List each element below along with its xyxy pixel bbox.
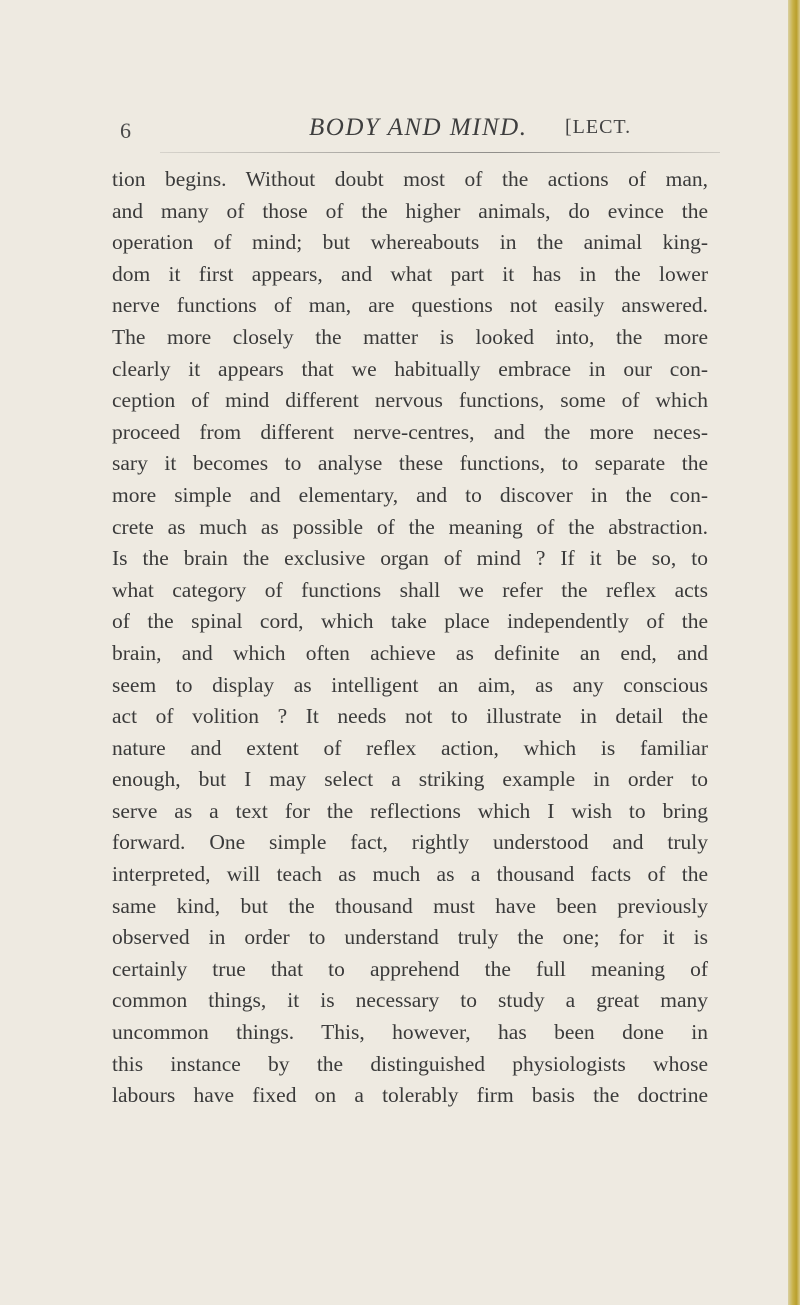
text-line: certainly true that to apprehend the full meaning of xyxy=(112,956,708,981)
text-line: more simple and elementary, and to discover in the con- xyxy=(112,482,708,507)
text-line: common things, it is necessary to study a great many xyxy=(112,988,708,1013)
body-text xyxy=(112,164,708,1112)
text-line: ception of mind different nervous functions, some of which xyxy=(112,388,708,413)
text-line: uncommon things. This, however, has been done in xyxy=(112,1020,708,1045)
text-line: tion begins. Without doubt most of the actions of man, xyxy=(112,167,708,191)
text-line: serve as a text for the reflections which I wish to bring xyxy=(112,798,708,823)
text-line: act of volition ? It needs not to illustrate in detail the xyxy=(112,704,708,729)
text-line: seem to display as intelligent an aim, as any conscious xyxy=(112,672,708,697)
text-line: clearly it appears that we habitually embrace in our con- xyxy=(112,356,708,381)
text-line: same kind, but the thousand must have been previously xyxy=(112,893,708,918)
text-line: observed in order to understand truly the one; for it is xyxy=(112,925,708,950)
text-line: this instance by the distinguished physiologists whose xyxy=(112,1051,708,1076)
text-line: brain, and which often achieve as definite an end, and xyxy=(112,640,708,665)
text-line: dom it first appears, and what part it has in the lower xyxy=(112,261,708,286)
text-line: operation of mind; but whereabouts in the animal king- xyxy=(112,230,708,255)
text-line: nature and extent of reflex action, which is familiar xyxy=(112,735,708,760)
text-line: of the spinal cord, which take place independently of the xyxy=(112,609,708,634)
text-line: The more closely the matter is looked into, the more xyxy=(112,324,708,349)
text-line: labours have fixed on a tolerably firm basis the doctrine xyxy=(112,1083,708,1108)
text-line: interpreted, will teach as much as a thousand facts of the xyxy=(112,862,708,887)
text-line: what category of functions shall we refer the reflex acts xyxy=(112,577,708,602)
text-line: Is the brain the exclusive organ of mind ? If it be so, to xyxy=(112,546,708,571)
text-line: proceed from different nerve-centres, and the more neces- xyxy=(112,419,708,444)
text-line: crete as much as possible of the meaning of the abstraction. xyxy=(112,514,708,539)
text-line: sary it becomes to analyse these functions, to separate the xyxy=(112,451,708,476)
text-line: nerve functions of man, are questions not easily answered. xyxy=(112,293,708,318)
header-rule xyxy=(160,152,720,153)
text-line: enough, but I may select a striking example in order to xyxy=(112,767,708,792)
running-head xyxy=(120,114,720,150)
text-line: and many of those of the higher animals, do evince the xyxy=(112,198,708,223)
page-number: 6 xyxy=(120,118,131,143)
page-edge xyxy=(788,0,800,1305)
lecture-marker: [LECT. xyxy=(565,116,632,138)
text-line: forward. One simple fact, rightly understood and truly xyxy=(112,830,708,855)
running-title: BODY AND MIND. xyxy=(309,114,528,141)
